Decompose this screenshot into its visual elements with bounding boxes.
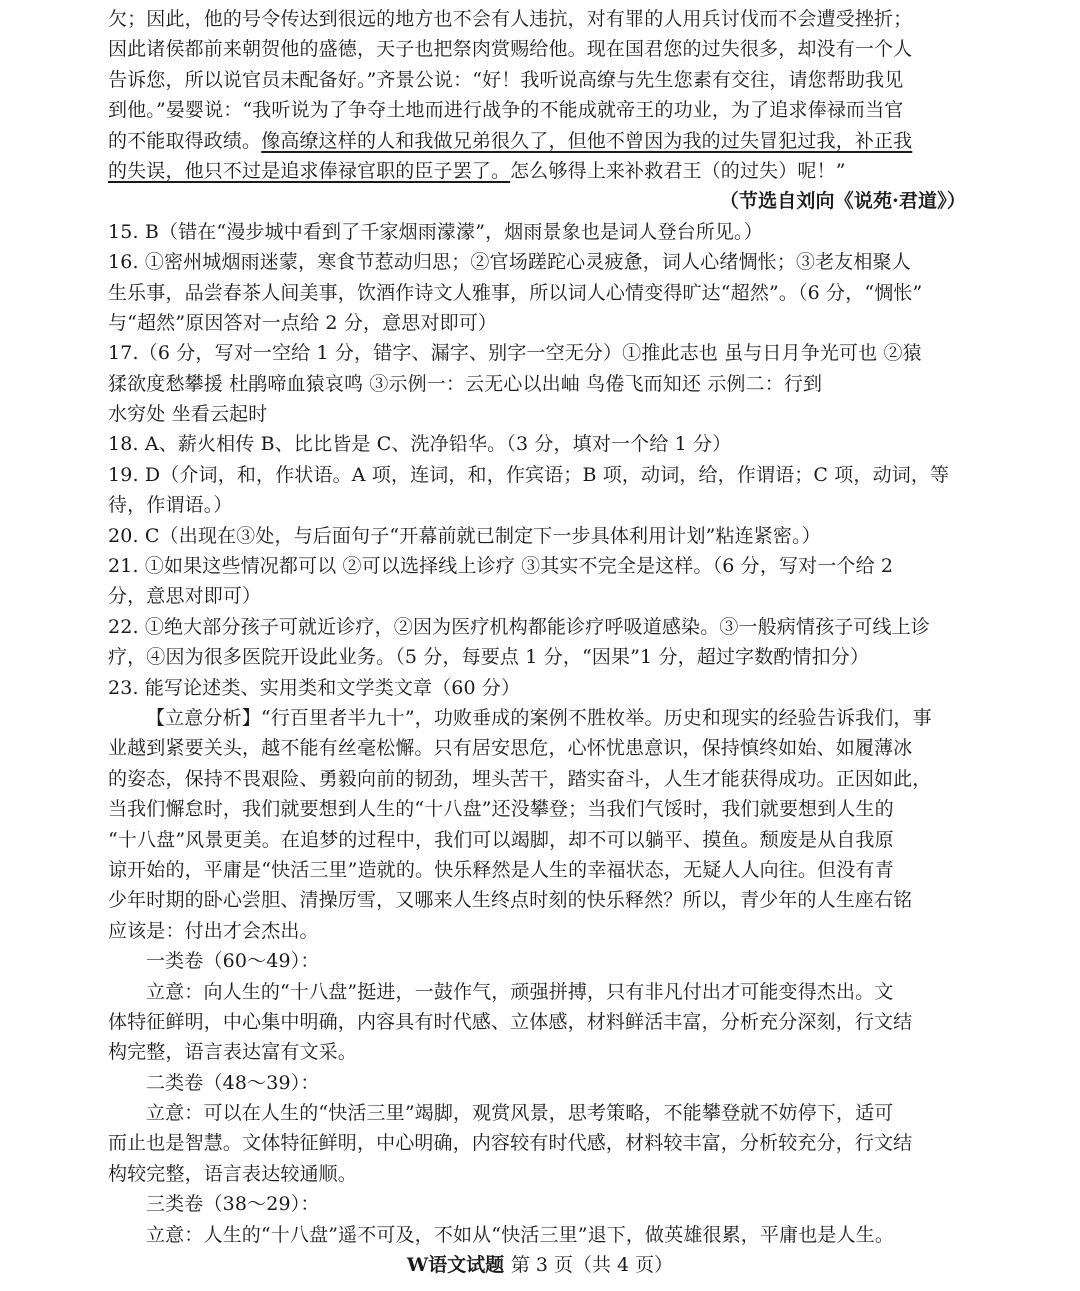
grade-1-heading: 一类卷（60～49）： [146,950,320,973]
text-line: 分，意思对即可） [108,585,262,608]
text-line [108,156,974,186]
text-line: 疗，④因为很多医院开设此业务。（5 分，每要点 1 分，“因果”1 分，超过字数酌情扣分） [108,646,870,669]
answer-key-page [108,4,974,1250]
text-line: 应该是：付出才会杰出。 [108,919,319,942]
grade-2-criteria: 立意：可以在人生的“快活三里”竭脚，观赏风景，思考策略，不能攀登就不妨停下，适可 [146,1102,894,1125]
text-line: 而止也是智慧。文体特征鲜明，中心明确，内容较有时代感，材料较丰富，分析较充分，行文结 [108,1132,913,1155]
source-citation: （节选自刘向《说苑·君道》） [719,190,966,213]
answer-21: 21. ①如果这些情况都可以 ②可以选择线上诊疗 ③其实不完全是这样。（6 分，写对一个给 2 [108,555,894,578]
answer-17: 17.（6 分，写对一空给 1 分，错字、漏字、别字一空无分）①推此志也 虽与日月争光可也 ②猿 [108,342,922,365]
text-line: 欠；因此，他的号令传达到很远的地方也不会有人违抗，对有罪的人用兵讨伐而不会遭受挫折； [108,8,913,30]
grade-3-criteria: 立意：人生的“十八盘”遥不可及，不如从“快活三里”退下，做英雄很累，平庸也是人生。 [146,1223,895,1246]
answer-15: 15. B（错在“漫步城中看到了千家烟雨濛濛”，烟雨景象也是词人登台所见。） [108,220,763,243]
answer-20: 20. C（出现在③处，与后面句子“开幕前就已制定下一步具体利用计划”粘连紧密。） [108,524,821,547]
page-footer [0,1251,1080,1279]
text-line: 因此诸侯都前来朝贺他的盛德，天子也把祭肉赏赐给他。现在国君您的过失很多，却没有一个人 [108,38,913,61]
answer-23: 23. 能写论述类、实用类和文学类文章（60 分） [108,676,521,699]
text-line: 生乐事，品尝春茶人间美事，饮酒作诗文人雅事，所以词人心情变得旷达“超然”。（6 分，“惆怅” [108,281,923,304]
text-line: 的姿态，保持不畏艰险、勇毅向前的韧劲，埋头苦干，踏实奋斗，人生才能获得成功。正因如此， [108,767,932,790]
text-line: 谅开始的，平庸是“快活三里”造就的。快乐释然是人生的幸福状态，无疑人人向往。但没有青 [108,858,894,881]
text-segment: 的不能取得政绩。 [108,129,262,152]
answer-22: 22. ①绝大部分孩子可就近诊疗，②因为医疗机构都能诊疗呼吸道感染。③一般病情孩子可线上诊 [108,615,931,638]
text-line: 告诉您，所以说官员未配备好。”齐景公说：“好！我听说高缭与先生您素有交往，请您帮助我见 [108,68,904,91]
text-line: 体特征鲜明，中心集中明确，内容具有时代感、立体感，材料鲜活丰富，分析充分深刻，行文结 [108,1010,913,1033]
answer-19: 19. D（介词，和，作状语。A 项，连词，和，作宾语；B 项，动词，给，作谓语；C 项，动词，等 [108,463,950,486]
analysis-paragraph: 【立意分析】“行百里者半九十”，功败垂成的案例不胜枚举。历史和现实的经验告诉我们，事 [146,706,932,729]
text-line: 待，作谓语。） [108,494,233,517]
text-line: 当我们懈怠时，我们就要想到人生的“十八盘”还没攀登；当我们气馁时，我们就要想到人生的 [108,798,894,821]
answer-16: 16. ①密州城烟雨迷蒙，寒食节惹动归思；②官场蹉跎心灵疲惫，词人心绪惆怅；③老友相聚人 [108,251,911,274]
text-line: 业越到紧要关头，越不能有丝毫松懈。只有居安思危，心怀忧患意识，保持慎终如始、如履薄冰 [108,737,913,760]
text-line: 到他。”晏婴说：“我听说为了争夺土地而进行战争的不能成就帝王的功业，为了追求俸禄而当官 [108,99,904,122]
text-line: “十八盘”风景更美。在追梦的过程中，我们可以竭脚，却不可以躺平、摸鱼。颓废是从自我原 [108,828,894,851]
page-number: 第 3 页（共 4 页） [510,1254,674,1276]
grade-3-heading: 三类卷（38～29）： [146,1193,320,1216]
text-line: 猱欲度愁攀援 杜鹃啼血猿哀鸣 ③示例一：云无心以出岫 鸟倦飞而知还 示例二：行到 [108,372,823,395]
text-line [108,126,974,156]
text-line: 构完整，语言表达富有文采。 [108,1041,357,1064]
text-segment: 怎么够得上来补救君王（的过失）呢！” [510,159,846,182]
grade-1-criteria: 立意：向人生的“十八盘”挺进，一鼓作气，顽强拼搏，只有非凡付出才可能变得杰出。文 [146,980,894,1003]
answer-18: 18. A、薪火相传 B、比比皆是 C、洗净铅华。（3 分，填对一个给 1 分） [108,433,732,456]
underlined-sentence: 的失误，他只不过是追求俸禄官职的臣子罢了。 [108,159,511,182]
text-line: 少年时期的卧心尝胆、清操厉雪，又哪来人生终点时刻的快乐释然？所以，青少年的人生座右铭 [108,889,913,912]
text-line: 与“超然”原因答对一点给 2 分，意思对即可） [108,311,498,334]
underlined-sentence: 像高缭这样的人和我做兄弟很久了，但他不曾因为我的过失冒犯过我，补正我 [261,129,913,152]
grade-2-heading: 二类卷（48～39）： [146,1071,320,1094]
footer-title: W语文试题 [406,1254,505,1276]
text-line: 水穷处 坐看云起时 [108,403,268,426]
text-line: 构较完整，语言表达较通顺。 [108,1162,357,1185]
